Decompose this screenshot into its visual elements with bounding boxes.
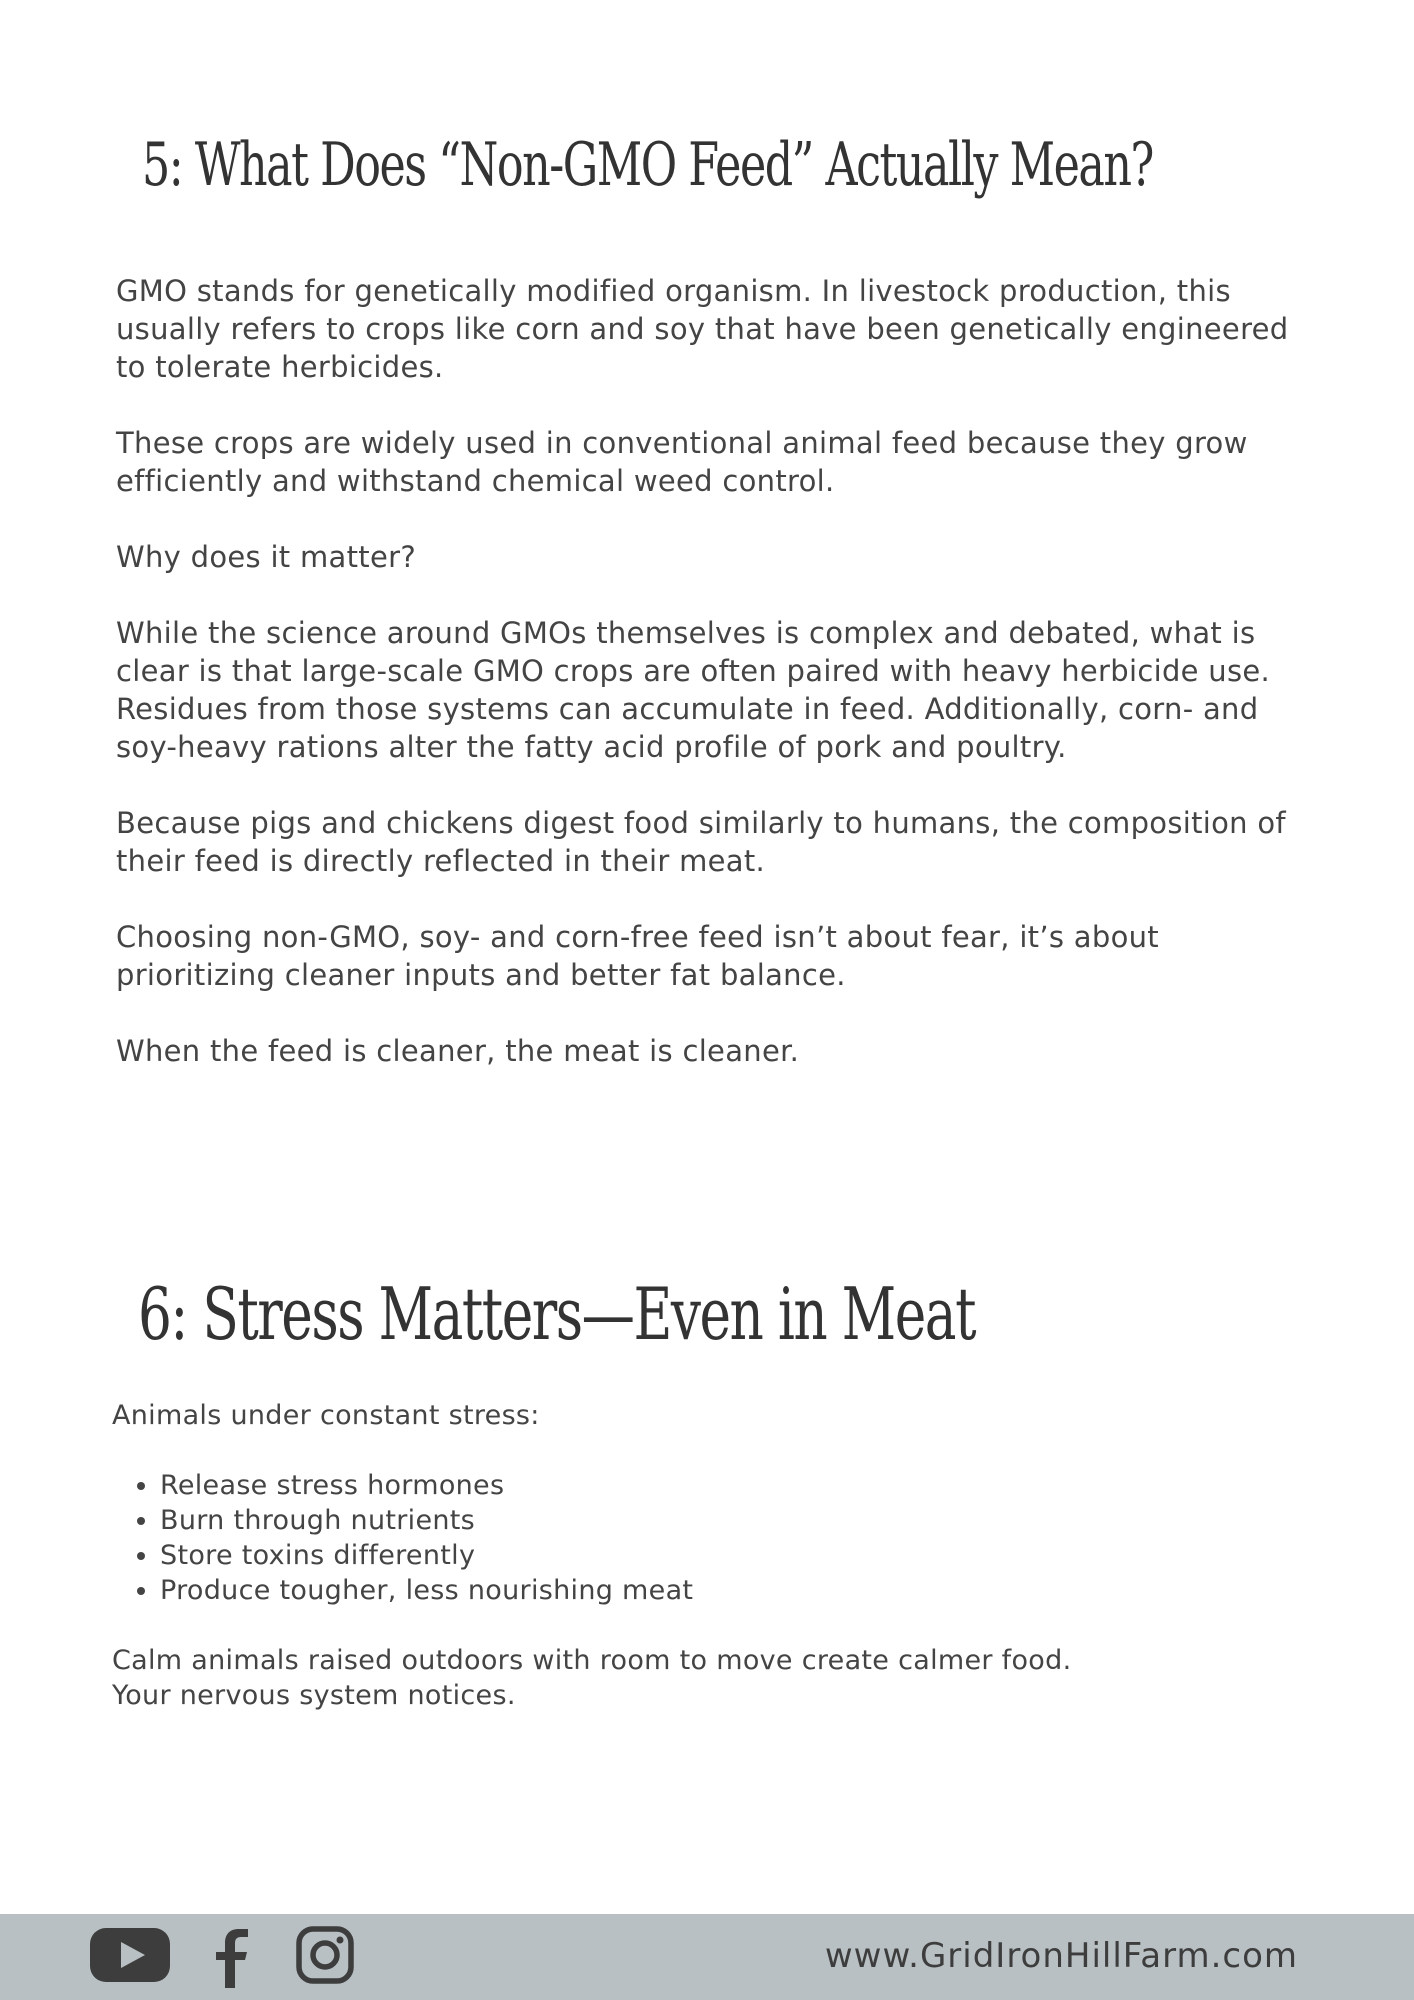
youtube-icon[interactable] [90, 1926, 170, 1984]
paragraph: While the science around GMOs themselves is complex and debated, what is clear is that large-scale GMO crops are often paired with heavy herbicide use. Residues from those systems can accumulate in feed. Additionally, corn- and soy-heavy rations alter the fatty acid profile of pork and poultry. [116, 616, 1271, 764]
facebook-icon[interactable] [212, 1928, 252, 1988]
paragraph: Because pigs and chickens digest food similarly to humans, the composition of their feed is directly reflected in their meat. [116, 806, 1286, 878]
list-item: • Store toxins differently [160, 1538, 1302, 1573]
stress-effects-list [112, 1468, 1302, 1608]
website-link[interactable]: www.GridIronHillFarm.com [824, 1936, 1298, 1976]
section-6-body [112, 1398, 1302, 1713]
list-item: • Produce tougher, less nourishing meat [160, 1573, 1302, 1608]
paragraph: These crops are widely used in conventional animal feed because they grow efficiently and withstand chemical weed control. [116, 426, 1248, 498]
section-5-body [116, 272, 1306, 1108]
list-item: • Release stress hormones [160, 1468, 1302, 1503]
paragraph: Why does it matter? [116, 540, 417, 574]
paragraph: Choosing non-GMO, soy- and corn-free feed isn’t about fear, it’s about prioritizing cleaner inputs and better fat balance. [116, 920, 1159, 992]
closing-line: Your nervous system notices. [112, 1680, 516, 1711]
section-6-heading: 6: Stress Matters—Even in Meat [138, 1272, 976, 1356]
section-5-heading: 5: What Does “Non-GMO Feed” Actually Mean? [142, 130, 1153, 200]
footer-bar [0, 1914, 1414, 2000]
paragraph: GMO stands for genetically modified organism. In livestock production, this usually refers to crops like corn and soy that have been genetically engineered to tolerate herbicides. [116, 274, 1289, 384]
list-item: • Burn through nutrients [160, 1503, 1302, 1538]
instagram-icon[interactable] [296, 1926, 354, 1984]
section-6-intro: Animals under constant stress: [112, 1400, 540, 1431]
closing-line: Calm animals raised outdoors with room to move create calmer food. [112, 1645, 1072, 1676]
paragraph: When the feed is cleaner, the meat is cleaner. [116, 1034, 800, 1068]
